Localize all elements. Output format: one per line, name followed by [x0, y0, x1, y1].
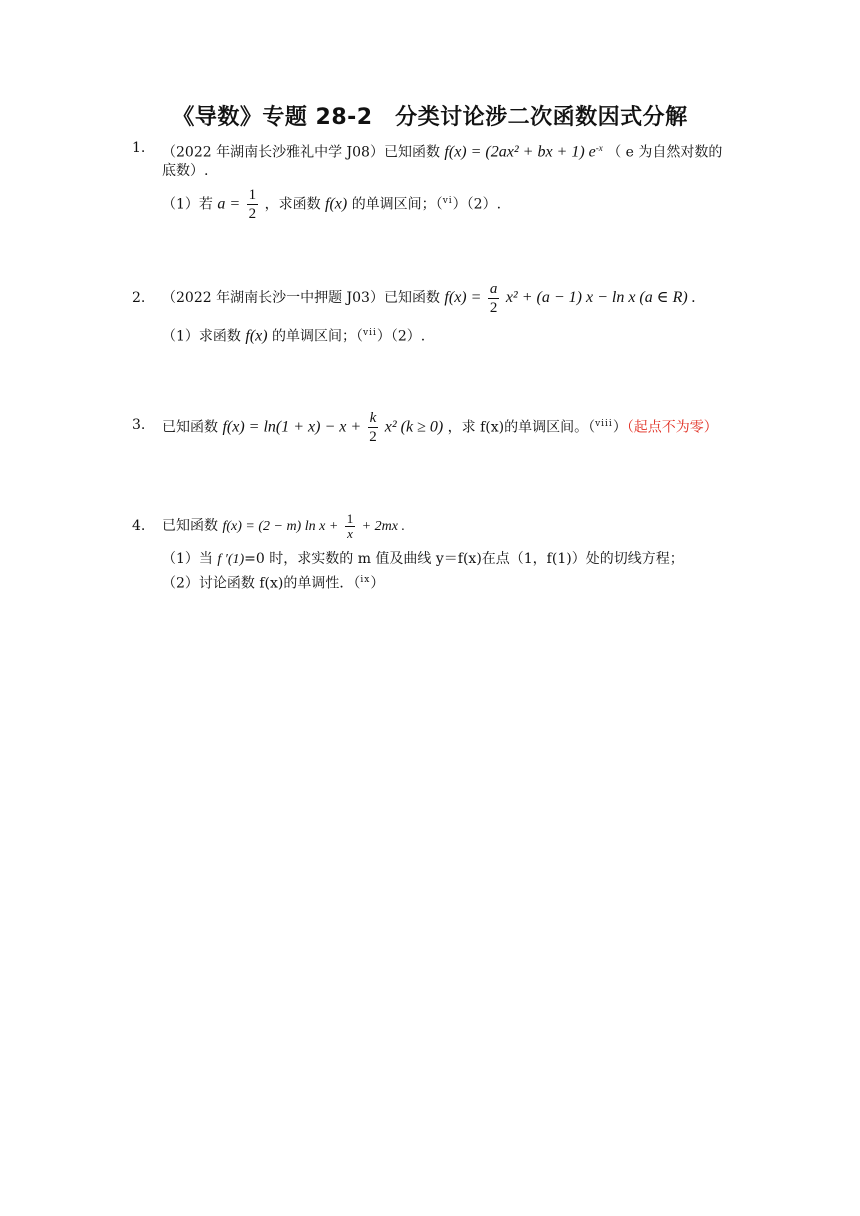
q4-p2: （2）讨论函数 f(x)的单调性．（	[162, 575, 361, 592]
q3-end: ）	[612, 419, 627, 436]
q2-frac-bottom: 2	[489, 299, 498, 316]
q4-p1-text: =0 时，求实数的 m 值及曲线 y＝f(x)在点（1，f(1)）处的切线方程；	[244, 551, 684, 567]
q2-frac-top: a	[489, 280, 498, 297]
question-1-part-1	[162, 184, 501, 223]
q3-tail: ，求 f(x)的单调区间。（	[447, 419, 596, 436]
question-2-part-1	[162, 322, 425, 348]
q2-source: （2022 年湖南长沙一中押题 J03）已知函数	[162, 290, 440, 306]
question-4-part-1	[162, 548, 684, 571]
question-1-line-2: 底数）.	[162, 163, 209, 179]
q3-rest: x² (k ≥ 0)	[384, 418, 444, 436]
q2-fraction	[488, 280, 500, 317]
q4-fraction	[345, 512, 356, 541]
q3-red-note: （起点不为零）	[626, 419, 718, 436]
question-4-number: 4.	[132, 518, 146, 534]
q1-endnote: vi	[442, 196, 453, 206]
q3-frac-bottom: 2	[369, 429, 377, 446]
q1-p1-end: ）（2）.	[452, 196, 502, 213]
q4-p1-prefix: （1）当	[162, 551, 213, 567]
question-4-line-1	[162, 508, 405, 545]
q1-a-eq: a =	[217, 195, 241, 213]
q1-source: （2022 年湖南长沙雅礼中学 J08）已知函数	[162, 144, 440, 161]
q1-frac-bottom: 2	[248, 206, 257, 223]
q1-p1-tail: 的单调区间；（	[351, 196, 443, 213]
q3-fraction	[368, 409, 379, 446]
q2-p1-tail: 的单调区间；（	[272, 328, 364, 345]
page-title: 《导数》专题 28-2 分类讨论涉二次函数因式分解	[172, 105, 688, 130]
q3-frac-top: k	[369, 410, 377, 427]
q1-exponent: -x	[595, 143, 603, 153]
q1-frac-top: 1	[248, 187, 257, 204]
q4-p1-math: f ′(1)	[217, 552, 245, 567]
question-3-line-1	[162, 402, 718, 450]
q1-p1-mid: ，求函数	[264, 196, 321, 213]
q1-fraction	[247, 186, 259, 223]
q1-tail: （ e 为自然对数的	[607, 144, 723, 161]
q4-frac-top: 1	[346, 510, 354, 526]
q1-p1-prefix: （1）若	[162, 196, 213, 213]
q2-p1-fx: f(x)	[245, 327, 268, 345]
question-4-part-2	[162, 569, 384, 595]
question-2-line-1	[162, 276, 696, 320]
q2-p1-end: ）（2）.	[376, 328, 426, 345]
q3-lead: 已知函数	[162, 419, 218, 436]
question-1-line-1	[162, 137, 722, 164]
q2-endnote: vii	[363, 328, 377, 338]
q2-function: f(x) =	[444, 289, 482, 306]
q2-rest: x² + (a − 1) x − ln x (a ∈ R) .	[505, 289, 696, 306]
q4-frac-bottom: x	[347, 525, 353, 541]
q4-p2-end: ）	[370, 575, 385, 592]
q4-endnote: ix	[360, 575, 371, 585]
q1-function: f(x) = (2ax² + bx + 1) e	[444, 143, 596, 161]
q1-p1-fx: f(x)	[325, 195, 348, 213]
q4-lead: 已知函数	[162, 518, 218, 534]
q2-p1: （1）求函数	[162, 328, 241, 345]
q4-rest: + 2mx .	[361, 519, 405, 534]
q4-function: f(x) = (2 − m) ln x +	[222, 519, 339, 534]
question-1-number: 1.	[132, 140, 146, 156]
question-3-number: 3.	[132, 417, 146, 433]
q3-endnote: viii	[595, 419, 613, 429]
q3-function: f(x) = ln(1 + x) − x +	[222, 418, 362, 436]
question-2-number: 2.	[132, 290, 146, 306]
